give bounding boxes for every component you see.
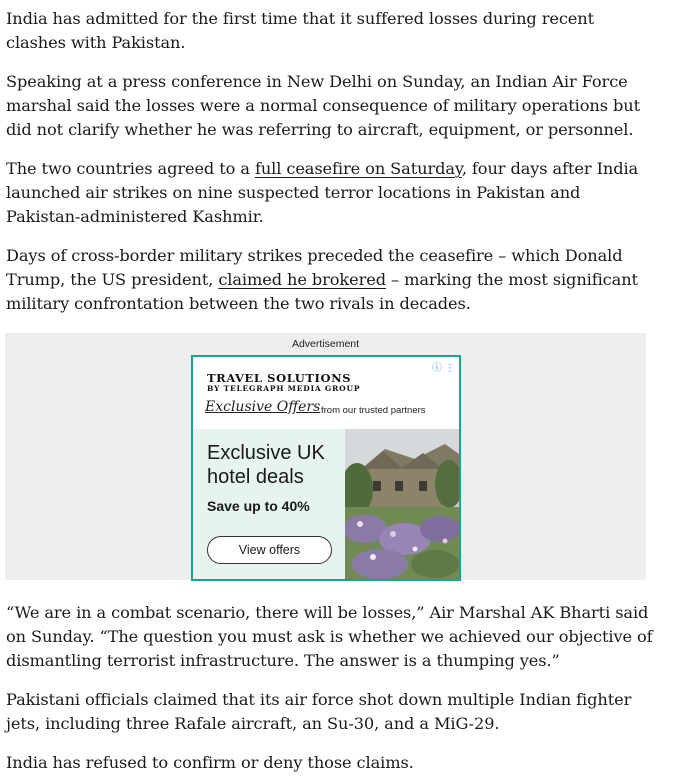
paragraph-press-conference: Speaking at a press conference in New Delhi on Sunday, an Indian Air Force marshal said the losses were a normal consequence of military operations but did not clarify whether he was referring to aircraft, equipment, or personnel.	[6, 72, 640, 139]
paragraph-cross-border	[6, 244, 656, 316]
hotel-photo	[345, 429, 459, 579]
ad-promo-title: Exclusive UK hotel deals	[207, 442, 325, 488]
paragraph-india-response: India has refused to confirm or deny those claims.	[6, 753, 414, 772]
paragraph-intro: India has admitted for the first time that it suffered losses during recent clashes with Pakistan.	[6, 9, 594, 52]
advertisement-label: Advertisement	[291, 338, 360, 350]
ad-promo-panel	[193, 429, 345, 579]
ad-banner[interactable]	[191, 355, 461, 581]
ad-script-text: Exclusive Offers	[205, 399, 321, 415]
paragraph-quote: “We are in a combat scenario, there will be losses,” Air Marshal AK Bharti said on Sunday. “The question you must ask is whether we achieved our objective of dismantling terrorist infrastructure. The answer is a thumping yes.”	[6, 603, 653, 670]
ceasefire-link[interactable]: full ceasefire on Saturday	[254, 159, 462, 178]
paragraph-pakistan-claims: Pakistani officials claimed that its air force shot down multiple Indian fighter jets, including three Rafale aircraft, an Su-30, and a MiG-29.	[6, 690, 632, 733]
brokered-link[interactable]: claimed he brokered	[218, 270, 387, 289]
text-segment: Days of cross-border military strikes preceded the ceasefire – which Donald Trump, the US president,	[6, 246, 623, 289]
paragraph-ceasefire	[6, 157, 656, 229]
advertisement-slot	[5, 333, 646, 580]
view-offers-button[interactable]: View offers	[207, 536, 332, 564]
text-segment: , four days after India launched air strikes on nine suspected terror locations in Pakistan and Pakistan-administered Kashmir.	[6, 159, 639, 226]
ad-brand-sub: BY TELEGRAPH MEDIA GROUP	[207, 384, 361, 393]
ad-brand: TRAVEL SOLUTIONS	[207, 371, 352, 385]
text-segment: – marking the most significant military confrontation between the two rivals in decades.	[6, 270, 638, 313]
text-segment: The two countries agreed to a	[6, 159, 255, 178]
ad-promo-save: Save up to 40%	[207, 498, 310, 514]
ad-partners-text: from our trusted partners	[321, 405, 426, 416]
ad-info-icon[interactable]: ⓘ ⋮	[431, 363, 455, 374]
